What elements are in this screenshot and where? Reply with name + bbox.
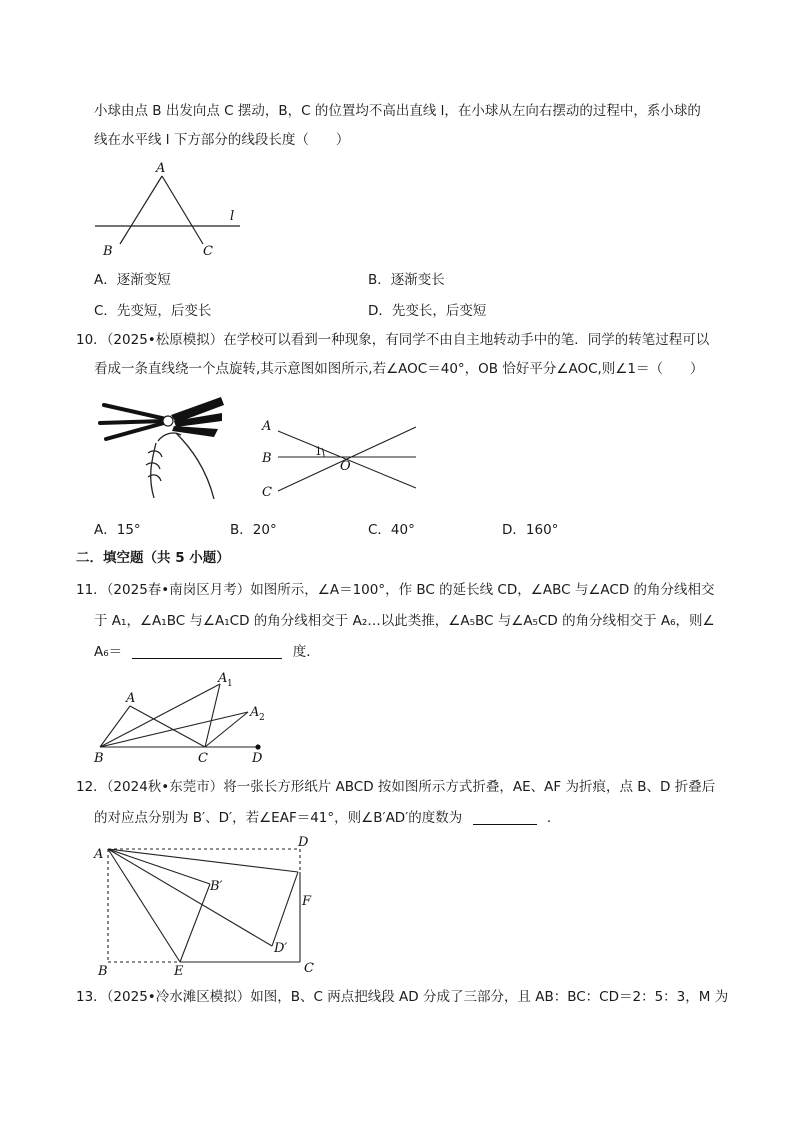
q12-label-A: A [94,847,104,862]
q11-text-line3 [94,642,320,662]
q12-label-F: F [302,894,312,909]
q10-option-d: D．160° [502,522,559,538]
q10-label-angle1: 1 [315,445,322,458]
q9-option-c: C．先变短，后变长 [94,303,212,319]
q11-label-D: D [252,751,263,765]
q12-label-Bprime: B′ [210,879,223,894]
q9-option-d: D．先变长，后变短 [368,303,487,319]
q12-label-E: E [174,964,184,979]
q12-answer-blank[interactable] [473,810,537,825]
q10-label-O: O [340,459,351,474]
q12-line2-prefix: 的对应点分别为 B′、D′，若∠EAF＝41°，则∠B′AD′的度数为 [94,810,463,826]
q10-figure [258,414,428,504]
q13-text-line1: 13．（2025•冷水滩区模拟）如图，B、C 两点把线段 AD 分成了三部分，且 AB：BC：CD＝2：5：3，M 为 [76,989,729,1005]
q11-text-line1: 11．（2025春•南岗区月考）如图所示，∠A＝100°，作 BC 的延长线 CD，∠ABC 与∠ACD 的角分线相交 [76,582,715,598]
q10-option-a: A．15° [94,522,141,538]
q11-figure [90,670,280,765]
q10-label-C: C [262,485,272,500]
q10-label-A: A [262,419,272,434]
q9-option-b: B．逐渐变长 [368,272,445,288]
q11-label-B: B [94,751,104,765]
q12-figure [90,834,330,979]
q9-label-B: B [103,244,113,258]
q12-line2-suffix: ． [546,810,561,826]
pen-spinning-hand-illustration [96,393,226,503]
q10-text-line1: 10．（2025•松原模拟）在学校可以看到一种现象，有同学不由自主地转动手中的笔．同学的转笔过程可以 [76,332,710,348]
q10-text-line2: 看成一条直线绕一个点旋转,其示意图如图所示,若∠AOC＝40°，OB 恰好平分∠AOC,则∠1＝（ ） [94,361,704,377]
q12-label-B: B [98,964,108,979]
q9-figure [90,158,250,258]
q12-label-Dprime: D′ [274,941,288,956]
q9-text-line1: 小球由点 B 出发向点 C 摆动，B，C 的位置均不高出直线 l，在小球从左向右摆动的过程中，系小球的 [94,103,701,119]
q10-label-B: B [262,451,272,466]
q9-text-line2: 线在水平线 l 下方部分的线段长度（ ） [94,132,350,148]
q9-label-l: l [230,209,235,224]
q9-label-C: C [203,244,213,258]
q11-label-C: C [198,751,208,765]
q11-text-line2: 于 A₁，∠A₁BC 与∠A₁CD 的角分线相交于 A₂…以此类推，∠A₅BC 与∠A₅CD 的角分线相交于 A₆，则∠ [94,613,715,629]
q10-option-b: B．20° [230,522,277,538]
q12-label-C: C [304,961,314,976]
q10-option-c: C．40° [368,522,415,538]
q11-line3-prefix: A₆＝ [94,644,123,660]
q11-label-A1: A [218,671,228,686]
section-heading-fill-in: 二．填空题（共 5 小题） [76,550,230,566]
q11-label-A2-sub: 2 [259,713,265,723]
q12-text-line1: 12．（2024秋•东莞市）将一张长方形纸片 ABCD 按如图所示方式折叠，AE、AF 为折痕，点 B、D 折叠后 [76,779,716,795]
q11-line3-suffix: 度． [292,644,320,660]
q11-label-A1-sub: 1 [227,679,233,689]
q12-label-D: D [298,835,309,850]
q12-text-line2 [94,808,560,828]
q11-label-A: A [126,691,136,706]
q9-label-A: A [156,161,166,176]
q11-answer-blank[interactable] [132,644,282,659]
q9-option-a: A．逐渐变短 [94,272,171,288]
q11-label-A2: A [250,705,260,720]
